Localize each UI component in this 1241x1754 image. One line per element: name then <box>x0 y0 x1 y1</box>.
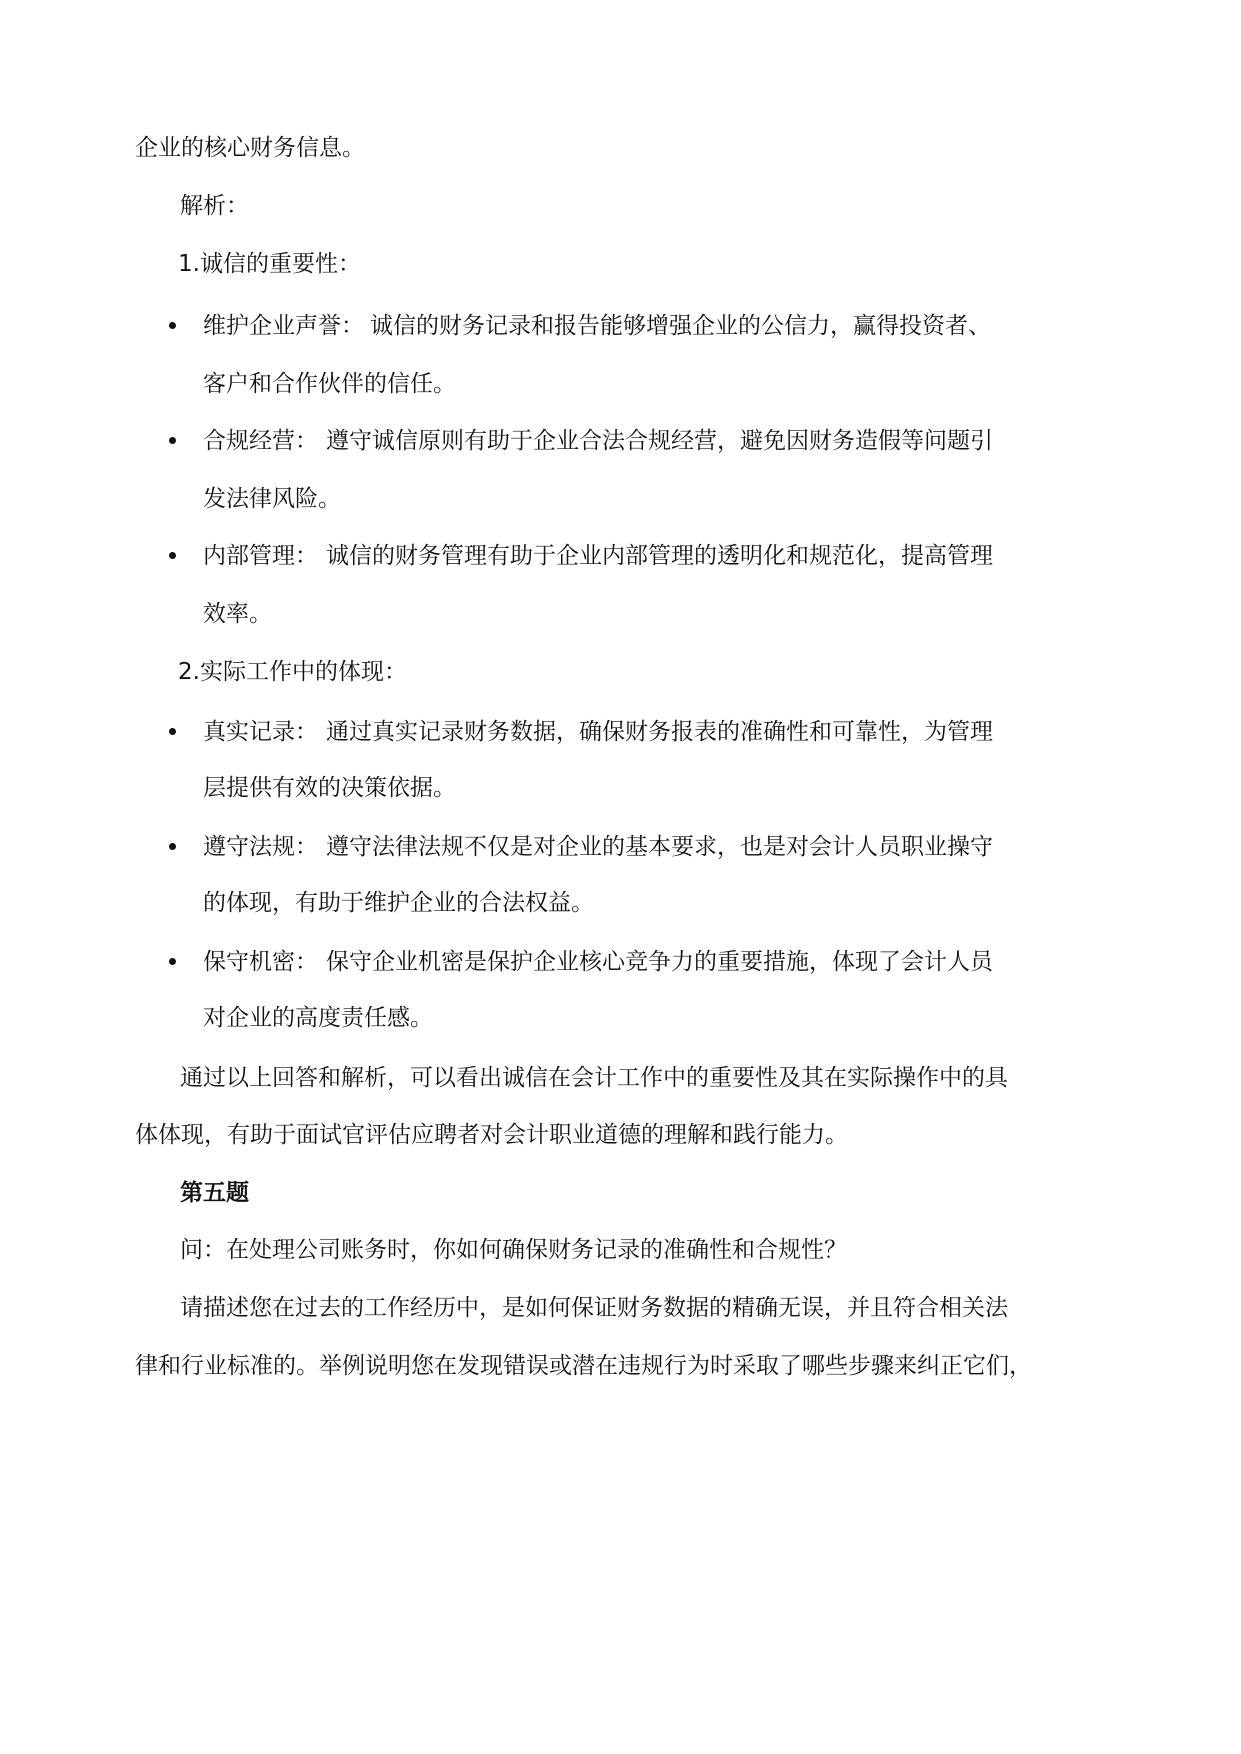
bullet-icon <box>169 322 176 329</box>
item-term: 遵守法规： <box>203 834 318 860</box>
question5-prompt-line1: 请描述您在过去的工作经历中，是如何保证财务数据的精确无误，并且符合相关法 <box>180 1295 1008 1321</box>
item-text-line1: 诚信的财务管理有助于企业内部管理的透明化和规范化，提高管理 <box>326 543 993 569</box>
bullet-icon <box>169 728 176 735</box>
conclusion-line1: 通过以上回答和解析，可以看出诚信在会计工作中的重要性及其在实际操作中的具 <box>180 1065 1008 1091</box>
item-text-line2: 的体现，有助于维护企业的合法权益。 <box>203 890 594 916</box>
item-text-line1: 通过真实记录财务数据，确保财务报表的准确性和可靠性，为管理 <box>326 719 993 745</box>
analysis-label: 解析： <box>180 193 249 219</box>
item-term: 保守机密： <box>203 949 318 975</box>
item-text-line2: 效率。 <box>203 601 272 627</box>
intro-tail-text: 企业的核心财务信息。 <box>135 135 365 161</box>
item-term: 合规经营： <box>203 428 318 454</box>
item-term: 真实记录： <box>203 719 318 745</box>
item-text-line1: 诚信的财务记录和报告能够增强企业的公信力，赢得投资者、 <box>370 313 991 339</box>
item-term: 维护企业声誉： <box>203 313 364 339</box>
item-term: 内部管理： <box>203 543 318 569</box>
bullet-icon <box>169 437 176 444</box>
section2-heading: 2.实际工作中的体现： <box>178 659 407 685</box>
bullet-icon <box>169 843 176 850</box>
item-text-line2: 发法律风险。 <box>203 486 341 512</box>
item-text-line1: 保守企业机密是保护企业核心竞争力的重要措施，体现了会计人员 <box>326 949 993 975</box>
item-text-line2: 层提供有效的决策依据。 <box>203 775 456 801</box>
item-text-line1: 遵守诚信原则有助于企业合法合规经营，避免因财务造假等问题引 <box>326 428 993 454</box>
question5-title: 第五题 <box>180 1180 249 1206</box>
item-text-line2: 客户和合作伙伴的信任。 <box>203 371 456 397</box>
item-text-line2: 对企业的高度责任感。 <box>203 1005 433 1031</box>
question5-question: 问：在处理公司账务时，你如何确保财务记录的准确性和合规性？ <box>180 1237 847 1263</box>
section1-heading: 1.诚信的重要性： <box>178 251 361 277</box>
question5-prompt-line2: 律和行业标准的。举例说明您在发现错误或潜在违规行为时采取了哪些步骤来纠正它们， <box>135 1353 1032 1379</box>
conclusion-line2: 体体现，有助于面试官评估应聘者对会计职业道德的理解和践行能力。 <box>135 1122 848 1148</box>
bullet-icon <box>169 958 176 965</box>
item-text-line1: 遵守法律法规不仅是对企业的基本要求，也是对会计人员职业操守 <box>326 834 993 860</box>
bullet-icon <box>169 552 176 559</box>
